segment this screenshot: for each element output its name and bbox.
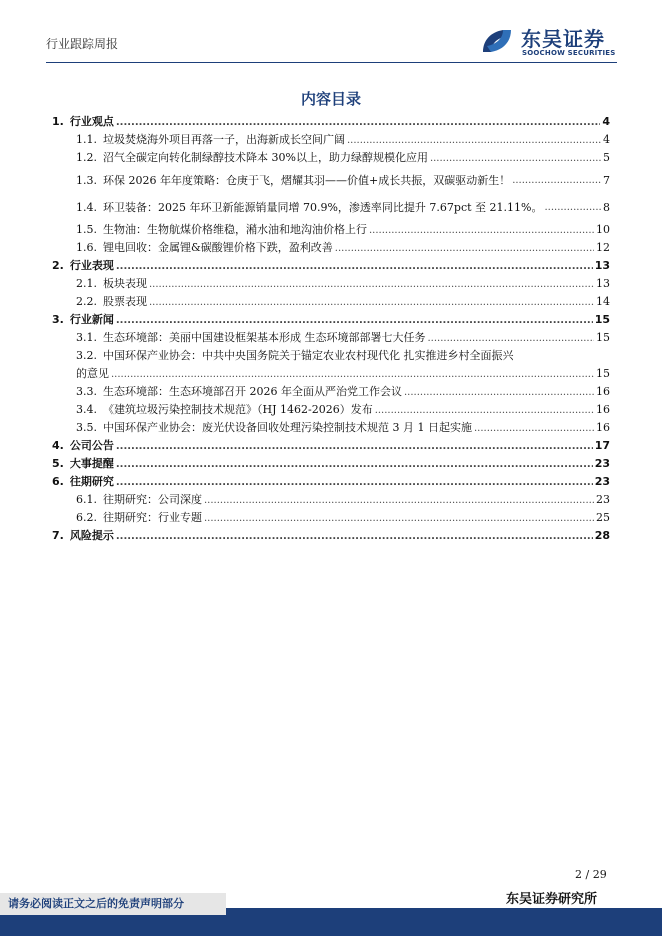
toc-entry-page: 16 (596, 385, 610, 398)
toc-entry-number: 2.1. (76, 277, 97, 290)
toc-entry[interactable] (52, 509, 610, 527)
toc-leader-dots (428, 330, 595, 348)
toc-entry-page: 15 (596, 331, 610, 344)
brand-logo (477, 22, 617, 62)
toc-entry-page: 5 (603, 151, 610, 164)
toc-entry-title: 沼气全碳定向转化制绿醇技术降本 30%以上，助力绿醇规模化应用 (103, 151, 428, 164)
toc-title: 内容目录 (300, 90, 361, 108)
toc-entry[interactable] (52, 221, 610, 239)
toc-entry-page: 17 (594, 439, 610, 452)
toc-entry-title: 板块表现 (103, 277, 147, 290)
toc-entry-number: 2.2. (76, 295, 97, 308)
toc-leader-dots (430, 150, 601, 168)
toc-entry[interactable] (52, 194, 610, 221)
toc-entry-page: 4 (603, 133, 610, 146)
toc-entry-page: 8 (603, 200, 610, 214)
toc-entry[interactable] (52, 239, 610, 257)
toc-leader-dots (116, 528, 593, 546)
toc-leader-dots (204, 510, 594, 528)
toc-section[interactable] (52, 455, 610, 473)
toc-entry[interactable] (52, 383, 610, 401)
toc-entry-title: 公司公告 (69, 439, 114, 452)
toc-section[interactable] (52, 311, 610, 329)
toc-entry-number: 4. (52, 439, 64, 452)
toc-leader-dots (347, 132, 601, 150)
table-of-contents (52, 113, 610, 545)
toc-section[interactable] (52, 437, 610, 455)
toc-entry-number: 3. (52, 313, 64, 326)
toc-section[interactable] (52, 113, 610, 131)
toc-entry-page: 28 (594, 529, 610, 542)
brand-name-en: SOOCHOW SECURITIES (522, 49, 616, 57)
toc-entry-number: 1.3. (76, 173, 97, 187)
toc-entry[interactable] (52, 329, 610, 347)
toc-leader-dots (116, 312, 593, 330)
toc-leader-dots (544, 199, 601, 217)
toc-entry-title: 垃圾焚烧海外项目再落一子，出海新成长空间广阔 (103, 133, 345, 146)
toc-leader-dots (149, 294, 594, 312)
page-number: 2 / 29 (575, 868, 607, 881)
toc-entry-title: 往期研究：行业专题 (103, 511, 202, 524)
toc-entry-title: 生物油：生物航煤价格维稳，潲水油和地沟油价格上行 (103, 223, 367, 236)
toc-entry-number: 3.4. (76, 403, 97, 416)
toc-section[interactable] (52, 527, 610, 545)
toc-entry-page: 12 (596, 241, 610, 254)
toc-entry-title: 行业观点 (69, 115, 114, 128)
toc-leader-dots (512, 172, 601, 190)
toc-entry-title: 生态环境部：生态环境部召开 2026 年全面从严治党工作会议 (103, 385, 402, 398)
toc-entry-page: 16 (596, 403, 610, 416)
toc-entry-number: 3.1. (76, 331, 97, 344)
toc-leader-dots (111, 366, 594, 384)
toc-entry-number: 3.3. (76, 385, 97, 398)
institute-name: 东吴证券研究所 (506, 892, 598, 907)
toc-entry-number: 6.1. (76, 493, 97, 506)
toc-entry-number: 1.4. (76, 200, 97, 214)
toc-entry-page: 16 (596, 421, 610, 434)
toc-entry-title: 行业表现 (69, 259, 114, 272)
toc-leader-dots (204, 492, 594, 510)
toc-entry-title: 环保 2026 年年度策略：仓庚于飞，熠耀其羽——价值+成长共振，双碳驱动新生！ (103, 173, 511, 187)
toc-entry-page: 23 (594, 475, 610, 488)
toc-entry[interactable] (52, 149, 610, 167)
toc-leader-dots (116, 438, 593, 456)
toc-entry-page: 15 (596, 367, 610, 380)
toc-entry-title: 《建筑垃圾污染控制技术规范》（HJ 1462-2026）发布 (103, 403, 373, 416)
soochow-logo-icon (477, 22, 517, 60)
toc-entry-title: 中国环保产业协会：废光伏设备回收处理污染控制技术规范 3 月 1 日起实施 (103, 421, 472, 434)
toc-entry-title: 锂电回收：金属锂&碳酸锂价格下跌，盈利改善 (103, 241, 333, 254)
toc-entry[interactable] (52, 167, 610, 194)
toc-leader-dots (474, 420, 594, 438)
toc-section[interactable] (52, 257, 610, 275)
toc-leader-dots (116, 456, 593, 474)
toc-entry-title: 风险提示 (69, 529, 114, 542)
toc-entry-title: 行业新闻 (69, 313, 114, 326)
toc-entry-number: 3.5. (76, 421, 97, 434)
toc-entry-title: 往期研究 (69, 475, 114, 488)
toc-entry-title: 环卫装备：2025 年环卫新能源销量同增 70.9%，渗透率同比提升 7.67pct 至 21.11%。 (103, 200, 543, 214)
toc-entry-number: 6. (52, 475, 64, 488)
toc-entry[interactable] (52, 419, 610, 437)
toc-entry-page: 23 (596, 493, 610, 506)
toc-entry[interactable] (52, 401, 610, 419)
toc-entry-number: 1.6. (76, 241, 97, 254)
toc-entry-number: 7. (52, 529, 64, 542)
toc-entry-title: 大事提醒 (69, 457, 114, 470)
toc-entry-page: 7 (603, 173, 610, 187)
toc-entry-page: 13 (596, 277, 610, 290)
toc-leader-dots (335, 240, 594, 258)
toc-entry-number: 1.1. (76, 133, 97, 146)
toc-entry-title: 股票表现 (103, 295, 147, 308)
toc-entry-title: 往期研究：公司深度 (103, 493, 202, 506)
toc-entry-page: 13 (594, 259, 610, 272)
toc-entry-page: 10 (596, 223, 610, 236)
disclaimer-notice[interactable]: 请务必阅读正文之后的免责声明部分 (0, 893, 226, 915)
toc-leader-dots (369, 222, 594, 240)
toc-entry-number: 1.2. (76, 151, 97, 164)
toc-leader-dots (116, 114, 601, 132)
brand-name: 东吴证券 (521, 27, 605, 51)
toc-leader-dots (375, 402, 594, 420)
toc-entry[interactable] (52, 275, 610, 293)
report-type-label: 行业跟踪周报 (46, 37, 119, 51)
toc-leader-dots (116, 474, 593, 492)
toc-entry[interactable] (52, 131, 610, 149)
toc-leader-dots (116, 258, 593, 276)
toc-section[interactable] (52, 473, 610, 491)
toc-entry-number: 2. (52, 259, 64, 272)
toc-entry[interactable] (52, 347, 610, 383)
header-divider (46, 62, 617, 63)
toc-entry-number: 1. (52, 115, 64, 128)
toc-entry-page: 15 (594, 313, 610, 326)
toc-entry-page: 4 (602, 115, 610, 128)
toc-entry-title: 生态环境部：美丽中国建设框架基本形成 生态环境部部署七大任务 (103, 331, 426, 344)
toc-entry[interactable] (52, 293, 610, 311)
toc-entry-title: 中国环保产业协会：中共中央国务院关于锚定农业农村现代化 扎实推进乡村全面振兴 (103, 349, 514, 362)
toc-entry-page: 23 (594, 457, 610, 470)
toc-entry-title-continued: 的意见 (76, 367, 109, 380)
toc-entry[interactable] (52, 491, 610, 509)
toc-entry-number: 3.2. (76, 349, 97, 362)
toc-entry-number: 6.2. (76, 511, 97, 524)
toc-entry-page: 25 (596, 511, 610, 524)
toc-leader-dots (149, 276, 594, 294)
toc-leader-dots (404, 384, 594, 402)
toc-entry-number: 1.5. (76, 223, 97, 236)
toc-entry-page: 14 (596, 295, 610, 308)
toc-entry-number: 5. (52, 457, 64, 470)
